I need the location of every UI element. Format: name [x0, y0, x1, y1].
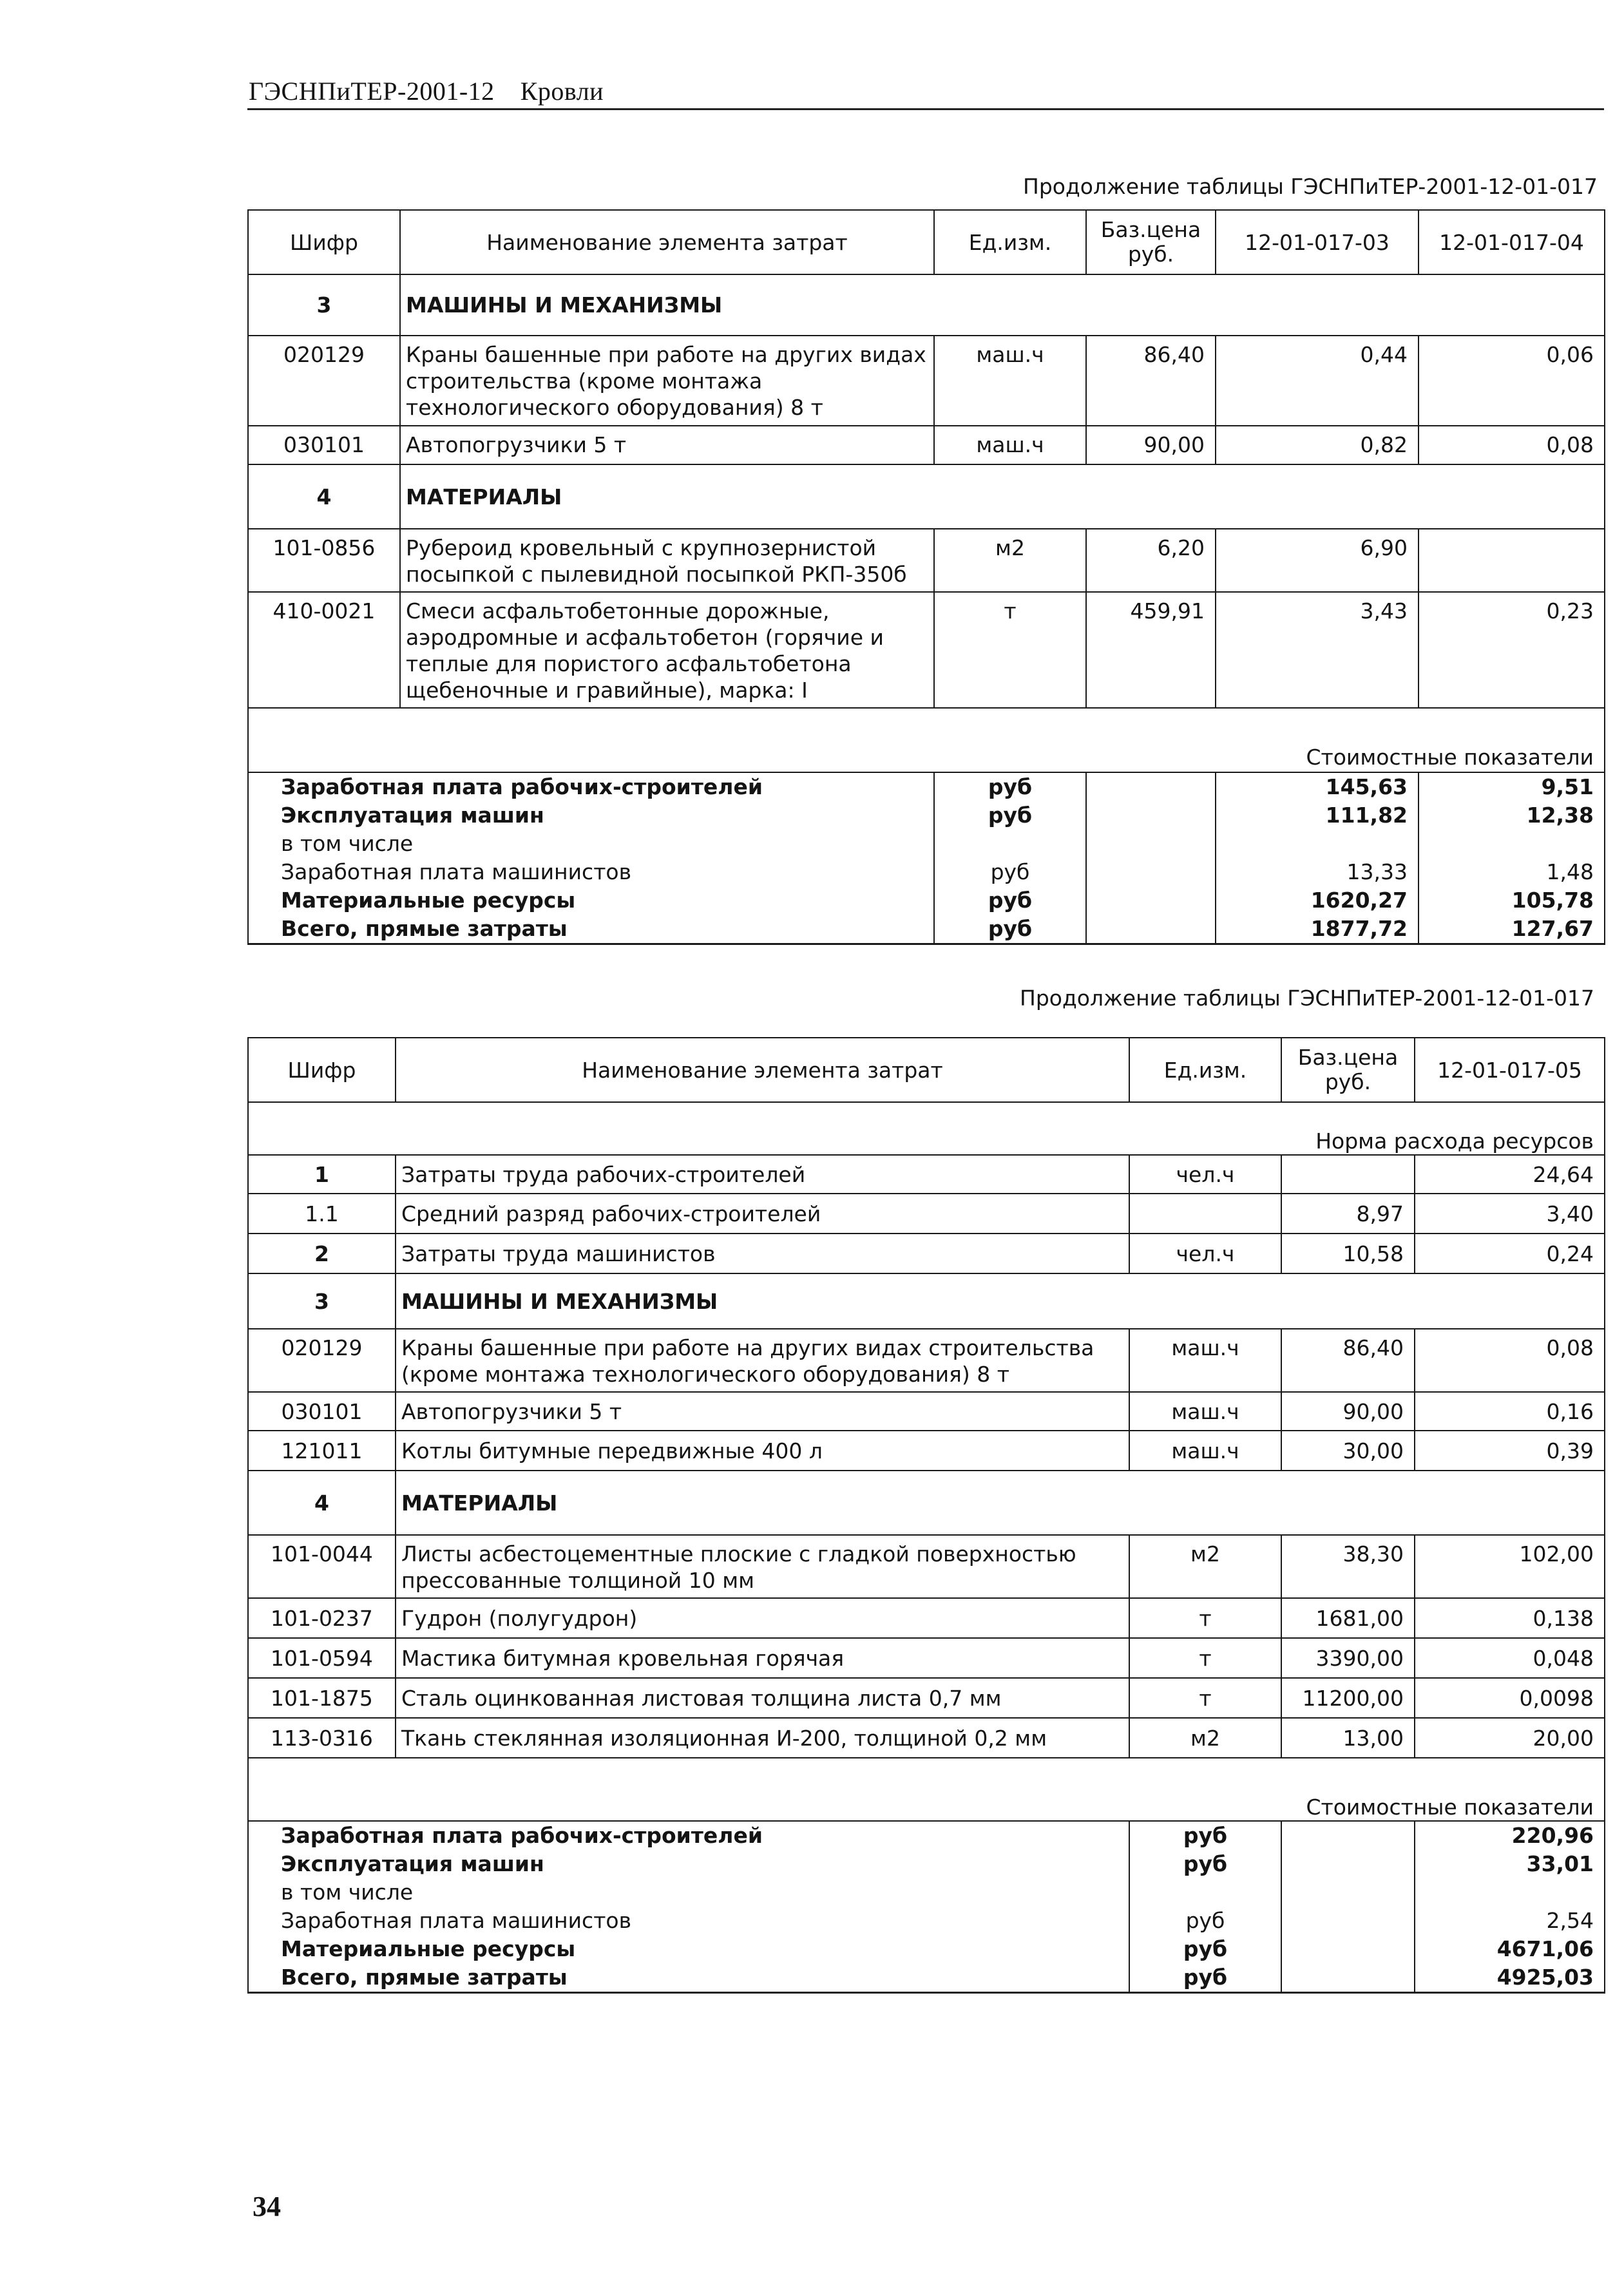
summary-empty — [1086, 915, 1216, 944]
summary-value-2: 1,48 — [1419, 858, 1605, 886]
table1-caption: Продолжение таблицы ГЭСНПиТЕР-2001-12-01-017 — [1023, 174, 1598, 199]
row-value: 0,0098 — [1415, 1678, 1605, 1718]
head-unit: Ед.изм. — [1129, 1038, 1281, 1102]
table-row — [248, 1155, 1605, 1194]
summary-empty — [1216, 830, 1419, 858]
row-value-1: 6,90 — [1216, 529, 1419, 592]
row-value-1: 0,44 — [1216, 336, 1419, 426]
section-row — [248, 274, 1605, 336]
table2-caption: Продолжение таблицы ГЭСНПиТЕР-2001-12-01-017 — [1020, 986, 1595, 1011]
summary-value-2: 105,78 — [1419, 886, 1605, 915]
table1 — [247, 209, 1605, 945]
section-number: 3 — [248, 1273, 396, 1329]
row-name: Гудрон (полугудрон) — [396, 1598, 1129, 1638]
table-row — [248, 1194, 1605, 1234]
row-value: 0,39 — [1415, 1431, 1605, 1471]
row-price: 90,00 — [1281, 1392, 1415, 1431]
table1-header-row — [248, 210, 1605, 274]
summary-row — [248, 772, 1605, 801]
summary-unit: руб — [934, 801, 1086, 830]
row-price — [1281, 1155, 1415, 1194]
row-code: 113-0316 — [248, 1718, 396, 1758]
row-name: Краны башенные при работе на других видах строительства (кроме монтажа технологического оборудования) 8 т — [400, 336, 934, 426]
row-code: 2 — [248, 1234, 396, 1273]
summary-value: 4671,06 — [1415, 1935, 1605, 1963]
summary-value-2: 12,38 — [1419, 801, 1605, 830]
row-price: 6,20 — [1086, 529, 1216, 592]
summary-empty — [1086, 886, 1216, 915]
row-code: 030101 — [248, 1392, 396, 1431]
summary-label: Материальные ресурсы — [248, 886, 934, 915]
header-code: ГЭСНПиТЕР-2001-12 — [249, 77, 495, 106]
table-row — [248, 1535, 1605, 1598]
table-row — [248, 1392, 1605, 1431]
summary-value: 33,01 — [1415, 1850, 1605, 1878]
row-price: 38,30 — [1281, 1535, 1415, 1598]
row-price: 1681,00 — [1281, 1598, 1415, 1638]
summary-label: Всего, прямые затраты — [248, 1963, 1129, 1993]
summary-empty — [1281, 1963, 1415, 1993]
summary-unit: руб — [1129, 1907, 1281, 1935]
running-header — [249, 76, 604, 106]
norm-label-row — [248, 1102, 1605, 1155]
summary-empty — [1281, 1907, 1415, 1935]
row-price: 8,97 — [1281, 1194, 1415, 1234]
row-price: 86,40 — [1086, 336, 1216, 426]
row-value-2 — [1419, 529, 1605, 592]
summary-empty — [934, 830, 1086, 858]
row-value: 0,048 — [1415, 1638, 1605, 1678]
row-name: Затраты труда машинистов — [396, 1234, 1129, 1273]
summary-empty — [1086, 801, 1216, 830]
summary-row — [248, 1935, 1605, 1963]
header-rule — [247, 108, 1604, 110]
summary-value-2: 127,67 — [1419, 915, 1605, 944]
table-row — [248, 1718, 1605, 1758]
row-price: 90,00 — [1086, 426, 1216, 464]
summary-value-1: 145,63 — [1216, 772, 1419, 801]
head-col-1: 12-01-017-03 — [1216, 210, 1419, 274]
summary-value-2: 9,51 — [1419, 772, 1605, 801]
head-price: Баз.цена руб. — [1086, 210, 1216, 274]
cost-label: Стоимостные показатели — [248, 708, 1605, 772]
summary-label: в том числе — [248, 830, 934, 858]
row-unit: маш.ч — [1129, 1431, 1281, 1471]
row-code: 1.1 — [248, 1194, 396, 1234]
summary-row — [248, 1963, 1605, 1993]
summary-unit: руб — [934, 772, 1086, 801]
row-price: 459,91 — [1086, 592, 1216, 708]
head-code: Шифр — [248, 1038, 396, 1102]
head-col-2: 12-01-017-04 — [1419, 210, 1605, 274]
row-code: 121011 — [248, 1431, 396, 1471]
summary-unit: руб — [934, 886, 1086, 915]
row-code: 030101 — [248, 426, 400, 464]
summary-label: Эксплуатация машин — [248, 801, 934, 830]
summary-row — [248, 801, 1605, 830]
row-unit: маш.ч — [1129, 1329, 1281, 1392]
head-price: Баз.цена руб. — [1281, 1038, 1415, 1102]
row-value: 0,16 — [1415, 1392, 1605, 1431]
summary-unit: руб — [1129, 1850, 1281, 1878]
row-name: Мастика битумная кровельная горячая — [396, 1638, 1129, 1678]
table-row — [248, 1431, 1605, 1471]
row-price: 86,40 — [1281, 1329, 1415, 1392]
row-code: 020129 — [248, 336, 400, 426]
row-name: Сталь оцинкованная листовая толщина листа 0,7 мм — [396, 1678, 1129, 1718]
summary-empty — [1415, 1878, 1605, 1907]
row-name: Краны башенные при работе на других видах строительства (кроме монтажа технологического оборудования) 8 т — [396, 1329, 1129, 1392]
row-value: 3,40 — [1415, 1194, 1605, 1234]
row-name: Котлы битумные передвижные 400 л — [396, 1431, 1129, 1471]
table2 — [247, 1037, 1605, 1994]
table-row — [248, 1329, 1605, 1392]
summary-value-1: 111,82 — [1216, 801, 1419, 830]
row-code: 101-0856 — [248, 529, 400, 592]
row-code: 020129 — [248, 1329, 396, 1392]
row-value: 20,00 — [1415, 1718, 1605, 1758]
summary-label: Заработная плата машинистов — [248, 1907, 1129, 1935]
row-price: 30,00 — [1281, 1431, 1415, 1471]
row-price: 10,58 — [1281, 1234, 1415, 1273]
summary-empty — [1281, 1878, 1415, 1907]
summary-row — [248, 1850, 1605, 1878]
summary-label: Заработная плата машинистов — [248, 858, 934, 886]
row-name: Затраты труда рабочих-строителей — [396, 1155, 1129, 1194]
table-row — [248, 336, 1605, 426]
row-unit: маш.ч — [934, 426, 1086, 464]
summary-row — [248, 1821, 1605, 1850]
row-value: 0,138 — [1415, 1598, 1605, 1638]
cost-label-row — [248, 1758, 1605, 1821]
section-title: МАТЕРИАЛЫ — [396, 1471, 1605, 1535]
header-section: Кровли — [520, 77, 604, 106]
summary-empty — [1281, 1935, 1415, 1963]
summary-label: Всего, прямые затраты — [248, 915, 934, 944]
head-code: Шифр — [248, 210, 400, 274]
row-unit: т — [1129, 1678, 1281, 1718]
row-value: 102,00 — [1415, 1535, 1605, 1598]
row-code: 101-0594 — [248, 1638, 396, 1678]
head-unit: Ед.изм. — [934, 210, 1086, 274]
summary-row — [248, 830, 1605, 858]
row-unit: т — [1129, 1638, 1281, 1678]
row-code: 1 — [248, 1155, 396, 1194]
section-row — [248, 464, 1605, 529]
row-unit: м2 — [1129, 1718, 1281, 1758]
summary-empty — [1281, 1850, 1415, 1878]
row-value-1: 3,43 — [1216, 592, 1419, 708]
row-unit: м2 — [934, 529, 1086, 592]
summary-unit: руб — [1129, 1963, 1281, 1993]
head-col-1: 12-01-017-05 — [1415, 1038, 1605, 1102]
table-row — [248, 426, 1605, 464]
summary-empty — [1086, 772, 1216, 801]
row-price: 13,00 — [1281, 1718, 1415, 1758]
page-number: 34 — [253, 2191, 281, 2222]
section-row — [248, 1471, 1605, 1535]
row-name: Автопогрузчики 5 т — [396, 1392, 1129, 1431]
summary-label: в том числе — [248, 1878, 1129, 1907]
summary-value-1: 13,33 — [1216, 858, 1419, 886]
row-name: Автопогрузчики 5 т — [400, 426, 934, 464]
summary-value-1: 1620,27 — [1216, 886, 1419, 915]
summary-unit: руб — [1129, 1821, 1281, 1850]
row-unit: маш.ч — [934, 336, 1086, 426]
summary-row — [248, 915, 1605, 944]
table-row — [248, 1678, 1605, 1718]
summary-value: 4925,03 — [1415, 1963, 1605, 1993]
summary-value: 220,96 — [1415, 1821, 1605, 1850]
row-unit: чел.ч — [1129, 1234, 1281, 1273]
summary-empty — [1129, 1878, 1281, 1907]
head-name: Наименование элемента затрат — [400, 210, 934, 274]
row-value: 24,64 — [1415, 1155, 1605, 1194]
section-number: 3 — [248, 274, 400, 336]
cost-label-row — [248, 708, 1605, 772]
head-name: Наименование элемента затрат — [396, 1038, 1129, 1102]
norm-label: Норма расхода ресурсов — [248, 1102, 1605, 1155]
row-name: Ткань стеклянная изоляционная И-200, толщиной 0,2 мм — [396, 1718, 1129, 1758]
summary-label: Эксплуатация машин — [248, 1850, 1129, 1878]
summary-row — [248, 1878, 1605, 1907]
row-code: 101-0237 — [248, 1598, 396, 1638]
row-unit: м2 — [1129, 1535, 1281, 1598]
table-row — [248, 1234, 1605, 1273]
row-code: 101-0044 — [248, 1535, 396, 1598]
row-unit: т — [1129, 1598, 1281, 1638]
row-name: Листы асбестоцементные плоские с гладкой поверхностью прессованные толщиной 10 мм — [396, 1535, 1129, 1598]
summary-label: Заработная плата рабочих-строителей — [248, 772, 934, 801]
row-value: 0,24 — [1415, 1234, 1605, 1273]
section-row — [248, 1273, 1605, 1329]
row-name: Рубероид кровельный с крупнозернистой посыпкой с пылевидной посыпкой РКП-350б — [400, 529, 934, 592]
summary-row — [248, 858, 1605, 886]
row-price: 3390,00 — [1281, 1638, 1415, 1678]
summary-row — [248, 886, 1605, 915]
summary-unit: руб — [934, 915, 1086, 944]
section-title: МАШИНЫ И МЕХАНИЗМЫ — [396, 1273, 1605, 1329]
section-title: МАТЕРИАЛЫ — [400, 464, 1605, 529]
summary-value: 2,54 — [1415, 1907, 1605, 1935]
summary-empty — [1419, 830, 1605, 858]
cost-label: Стоимостные показатели — [248, 1758, 1605, 1821]
row-unit: чел.ч — [1129, 1155, 1281, 1194]
table-row — [248, 1638, 1605, 1678]
section-title: МАШИНЫ И МЕХАНИЗМЫ — [400, 274, 1605, 336]
section-number: 4 — [248, 1471, 396, 1535]
summary-label: Заработная плата рабочих-строителей — [248, 1821, 1129, 1850]
summary-empty — [1281, 1821, 1415, 1850]
row-value-1: 0,82 — [1216, 426, 1419, 464]
section-number: 4 — [248, 464, 400, 529]
row-unit: маш.ч — [1129, 1392, 1281, 1431]
row-code: 101-1875 — [248, 1678, 396, 1718]
summary-row — [248, 1907, 1605, 1935]
summary-empty — [1086, 830, 1216, 858]
row-price: 11200,00 — [1281, 1678, 1415, 1718]
row-unit: т — [934, 592, 1086, 708]
row-value-2: 0,06 — [1419, 336, 1605, 426]
row-name: Средний разряд рабочих-строителей — [396, 1194, 1129, 1234]
row-code: 410-0021 — [248, 592, 400, 708]
row-name: Смеси асфальтобетонные дорожные, аэродромные и асфальтобетон (горячие и теплые для пористого асфальтобетона щебеночные и гравийные), марка: I — [400, 592, 934, 708]
summary-label: Материальные ресурсы — [248, 1935, 1129, 1963]
summary-unit: руб — [934, 858, 1086, 886]
row-unit — [1129, 1194, 1281, 1234]
table-row — [248, 592, 1605, 708]
summary-unit: руб — [1129, 1935, 1281, 1963]
summary-empty — [1086, 858, 1216, 886]
row-value-2: 0,08 — [1419, 426, 1605, 464]
summary-value-1: 1877,72 — [1216, 915, 1419, 944]
table-row — [248, 529, 1605, 592]
row-value-2: 0,23 — [1419, 592, 1605, 708]
table-row — [248, 1598, 1605, 1638]
table2-header-row — [248, 1038, 1605, 1102]
row-value: 0,08 — [1415, 1329, 1605, 1392]
